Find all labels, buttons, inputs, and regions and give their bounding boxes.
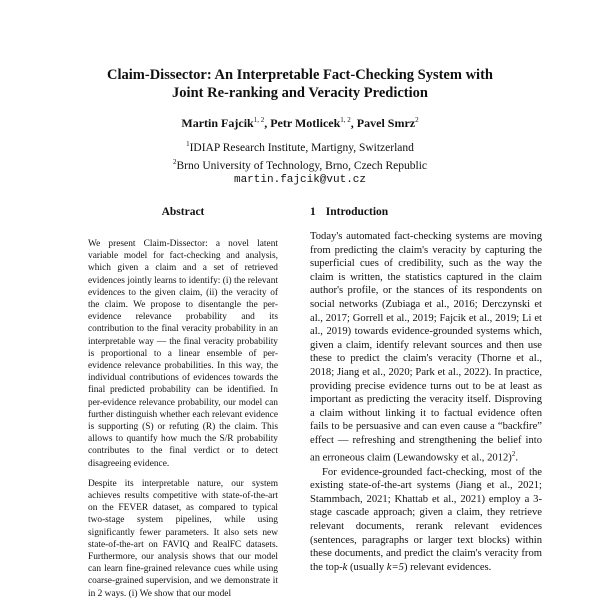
author-list: Martin Fajcik$^{1, 2}$, Petr Motlicek$^{1, 2}$, Pavel Smrz$^2$	[181, 116, 419, 130]
section-number: 1	[310, 206, 316, 218]
title-line-1: Claim-Dissector: An Interpretable Fact-Checking System with	[107, 67, 493, 83]
section-title: Introduction	[325, 206, 389, 218]
section-heading-introduction	[310, 206, 542, 218]
author-affiliation-mark: 2	[415, 116, 419, 124]
author-name: Pavel Smrz	[356, 116, 416, 130]
affiliation-text: Brno University of Technology, Brno, Czech Republic	[176, 159, 428, 172]
author-affiliation-mark: 1, 2	[340, 116, 351, 124]
introduction-paragraph	[310, 466, 542, 575]
title-line-2: Joint Re-ranking and Veracity Prediction	[172, 85, 428, 101]
abstract-body	[88, 238, 278, 600]
paragraph-text: For evidence-grounded fact-checking, most of the existing state-of-the-art systems (Jiang et al., 2021; Stammbach, 2021; Khattab et al., 2021) employ a 3-stage cascade approach; given a claim, they retrieve relevant documents, rerank relevant evidences (sentences, paragraphs or larger text blocks) within these documents, and predict the claim's veracity from the top-	[310, 466, 542, 573]
math-k-value: k=5	[386, 561, 404, 573]
paragraph-text: (usually	[347, 561, 387, 573]
abstract-paragraph: We present Claim-Dissector: a novel latent variable model for fact-checking and analysis, which given a claim and a set of retrieved evidences jointly learns to identify: (i) the relevant evidences to the given claim, (ii) the veracity of the claim. We propose to disentangle the per-evidence relevance probability and its contribution to the final veracity probability in an interpretable way — the final veracity probability is proportional to a linear ensemble of per-evidence relevance probabilities. In this way, the individual contributions of evidences towards the final predicted probability can be identified. In per-evidence relevance probability, our model can further distinguish whether each relevant evidence is supporting (S) or refuting (R) the claim. This allows to quantify how much the S/R probability contributes to the final verdict or to detect disagreeing evidence.	[88, 239, 278, 469]
author-name: Martin Fajcik	[181, 116, 254, 130]
author-email: martin.fajcik@vut.cz	[233, 173, 367, 186]
author-affiliation-mark: 1, 2	[253, 116, 265, 124]
affiliation-text: IDIAP Research Institute, Martigny, Switzerland	[189, 141, 414, 154]
affiliations	[60, 137, 540, 187]
abstract-heading: Abstract	[161, 206, 205, 218]
footnote-mark: 2	[511, 449, 516, 458]
affiliation-mark: 1	[186, 140, 190, 148]
affiliation-line	[60, 155, 540, 173]
paragraph-text: ) relevant evidences.	[403, 561, 492, 573]
math-k: k	[342, 561, 348, 573]
paragraph-text: Today's automated fact-checking systems are moving from predicting the claim's veracity by capturing the superficial cues of credibility, such as the way the claim is written, the statistics captured in the claim author's profile, or the stances of its respondents on social networks (Zubiaga et al., 2016; Derczynski et al., 2017; Gorrell et al., 2019; Fajcik et al., 2019; Li et al., 2019) towards evidence-grounded systems which, given a claim, identify relevant sources and then use these to predict the claim's veracity (Thorne et al., 2018; Jiang et al., 2020; Park et al., 2022). In practice, providing precise evidence turns out to be at least as important as predicting the veracity itself. Disproving a claim without linking it to factual evidence often fails to be persuasive and can even cause a “backfire” effect — refreshing and strengthening the belief into an erroneous claim (Lewandowsky et al., 2012)	[310, 231, 542, 464]
affiliation-mark: 2	[172, 157, 177, 166]
author-name: Petr Motlicek	[270, 116, 341, 130]
introduction-paragraph	[310, 230, 542, 465]
affiliation-line	[60, 137, 540, 155]
paper-title	[60, 66, 540, 102]
introduction-body	[310, 230, 542, 574]
paragraph-text-end: .	[515, 452, 518, 464]
abstract-paragraph: Despite its interpretable nature, our system achieves results competitive with state-of-the-art on the FEVER dataset, as compared to typical two-stage system pipelines, while using significantly fewer parameters. It also sets new state-of-the-art on FAVIQ and RealFC datasets. Furthermore, our analysis shows that our model can learn fine-grained relevance cues while using coarse-grained supervision, and we demonstrate it in 2 ways. (i) We show that our model	[88, 478, 278, 599]
